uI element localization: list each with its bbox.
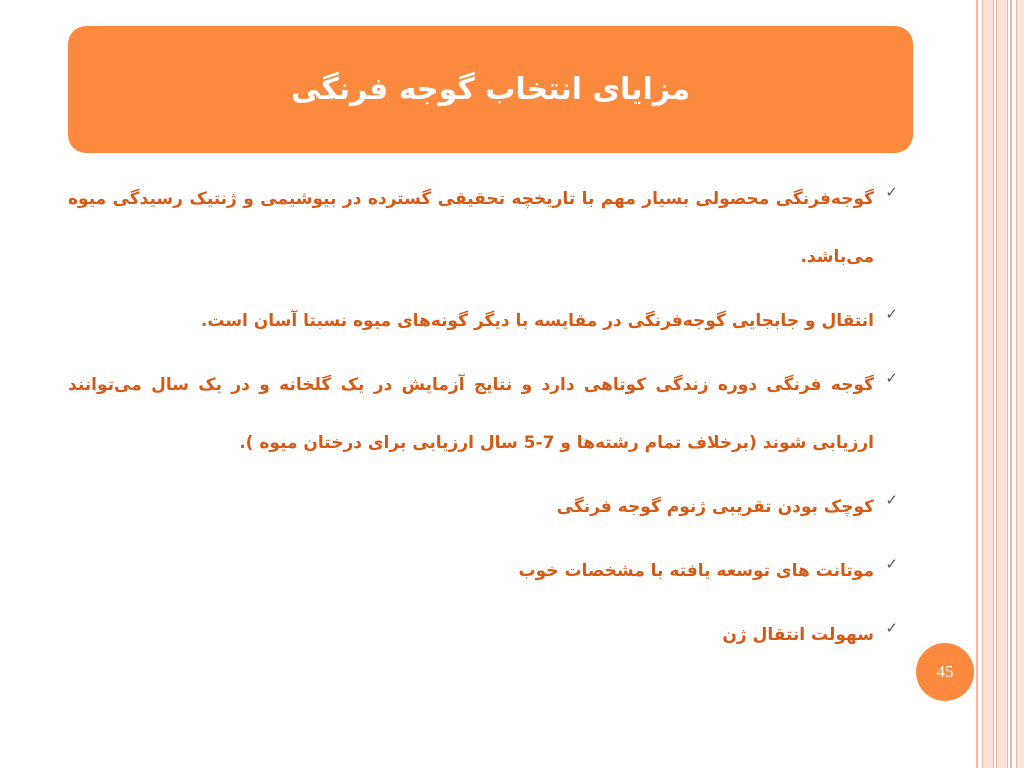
checkmark-icon: ✓ [885,183,898,201]
list-item [68,606,898,664]
bullet-text: گوجه فرنگی دوره زندگی کوتاهی دارد و نتایج آزمایش در یک گلخانه و در یک سال می‌توانند ارزیابی شوند (برخلاف تمام رشته‌ها و 7-5 سال ارزیابی برای درختان میوه ). [68,375,874,453]
title-banner [68,26,913,153]
bullet-text: کوچک بودن تقریبی ژنوم گوجه فرنگی [556,497,874,517]
bullet-text: موتانت های توسعه یافته با مشخصات خوب [518,561,874,581]
decorative-stripe [1010,0,1012,768]
checkmark-icon: ✓ [885,305,898,323]
decorative-stripe [1016,0,1024,768]
decorative-stripe [976,0,978,768]
bullet-text: گوجه‌فرنگی محصولی بسیار مهم با تاریخچه تحقیقی گسترده در بیوشیمی و ژنتیک رسیدگی میوه می‌باشد. [68,189,874,267]
page-number-badge [916,643,974,701]
bullet-list [68,178,898,674]
checkmark-icon: ✓ [885,619,898,637]
checkmark-icon: ✓ [885,369,898,387]
decorative-stripe [982,0,994,768]
list-item [68,356,898,472]
page-number: 45 [936,662,954,681]
bullet-text: سهولت انتقال ژن [722,625,874,645]
list-item [68,478,898,536]
bullet-text: انتقال و جابجایی گوجه‌فرنگی در مقایسه با دیگر گونه‌های میوه نسبتا آسان است. [200,311,874,331]
checkmark-icon: ✓ [885,555,898,573]
list-item [68,292,898,350]
slide-title: مزایای انتخاب گوجه فرنگی [290,72,691,107]
list-item [68,170,898,286]
decorative-stripe [996,0,1008,768]
checkmark-icon: ✓ [885,491,898,509]
list-item [68,542,898,600]
